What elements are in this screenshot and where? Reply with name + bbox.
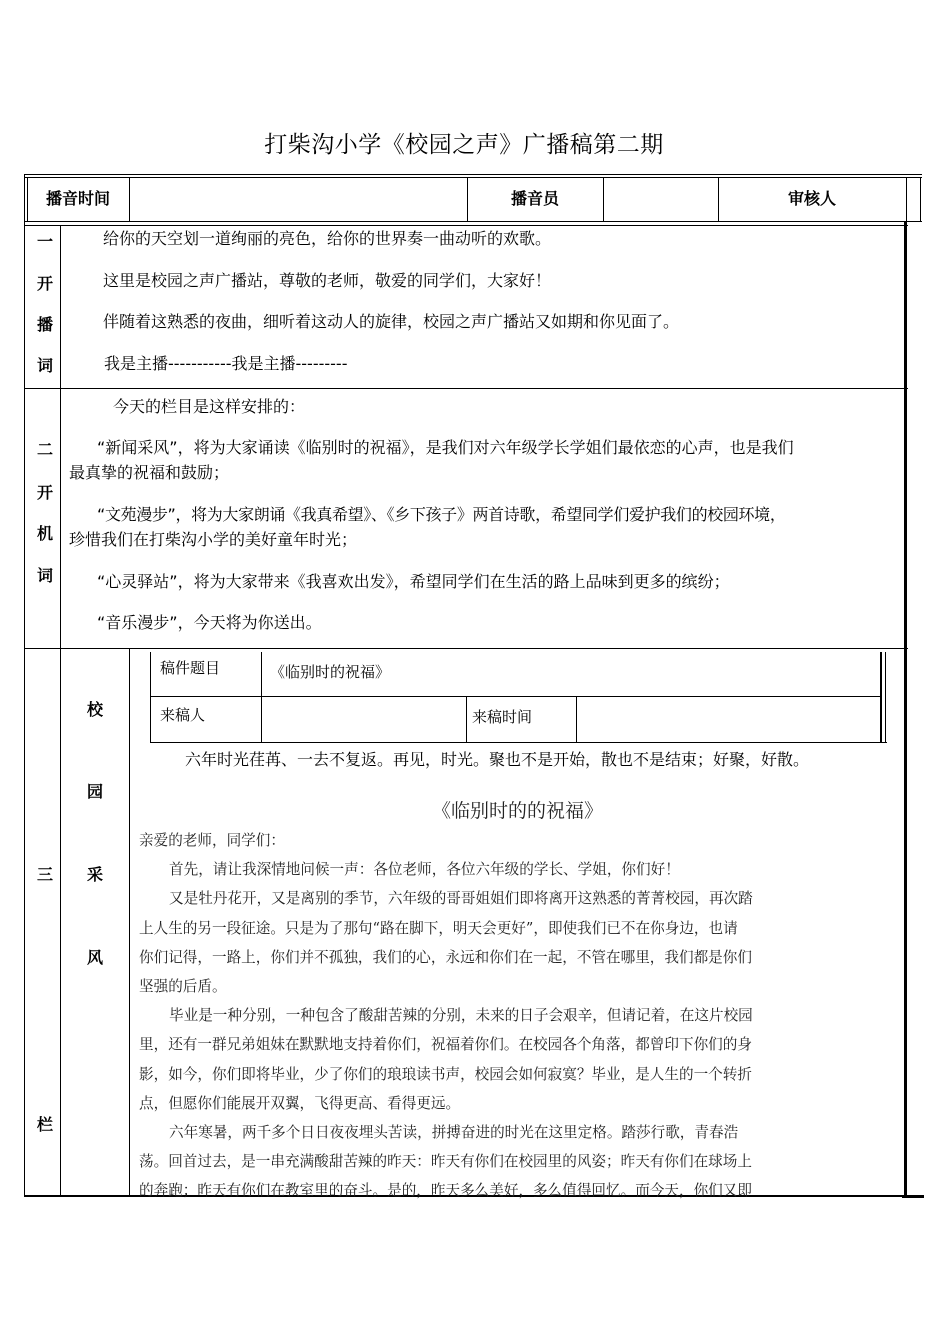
opening-line: 这里是校园之声广播站，尊敬的老师，敬爱的同学们，大家好！ — [103, 271, 552, 290]
article-line: 里，还有一群兄弟姐妹在默默地支持着你们，祝福着你们。在校园各个角落，都曾印下你们的身 — [139, 1036, 752, 1054]
column-label-char: 采 — [86, 865, 103, 884]
reviewer-label: 审核人 — [787, 189, 836, 208]
section3-label-char: 栏 — [36, 1115, 53, 1134]
contributor-label: 来稿人 — [160, 706, 206, 724]
article-line: 上人生的另一段征途。只是为了那句“路在脚下，明天会更好”，即使我们已不在你身边，也请 — [139, 919, 738, 937]
article-line: 荡。回首过去，是一串充满酸甜苦辣的昨天：昨天有你们在校园里的风姿；昨天有你们在球场上 — [139, 1153, 752, 1171]
column-label-char: 校 — [86, 700, 103, 719]
program-item-line: 珍惜我们在打柴沟小学的美好童年时光； — [69, 530, 358, 549]
article-line: 的奔跑；昨天有你们在教室里的奋斗。是的，昨天多么美好，多么值得回忆。而今天，你们又即 — [139, 1182, 752, 1200]
program-item-line: “心灵驿站”，将为大家带来《我喜欢出发》，希望同学们在生活的路上品味到更多的缤纷； — [97, 572, 730, 591]
opening-line: 我是主播-----------我是主播--------- — [104, 354, 348, 373]
submit-time-label: 来稿时间 — [472, 708, 533, 726]
program-item-line: “音乐漫步”，今天将为你送出。 — [97, 613, 322, 632]
section2-label-char: 机 — [36, 524, 53, 543]
article-title: 《临别时的的祝福》 — [431, 800, 603, 822]
article-line: 坚强的后盾。 — [139, 978, 227, 996]
opening-line: 给你的天空划一道绚丽的亮色，给你的世界奏一曲动听的欢歌。 — [103, 229, 552, 248]
column-label-char: 园 — [86, 782, 103, 801]
article-line: 毕业是一种分别，一种包含了酸甜苦辣的分别，未来的日子会艰辛，但请记着，在这片校园 — [169, 1007, 753, 1025]
article-summary: 六年时光荏苒、一去不复返。再见，时光。聚也不是开始，散也不是结束；好聚，好散。 — [185, 750, 810, 769]
announcer-label: 播音员 — [510, 189, 559, 208]
program-item-line: 最真挚的祝福和鼓励； — [69, 463, 230, 482]
section2-label-char: 二 — [36, 440, 53, 459]
article-line: 你们记得，一路上，你们并不孤独，我们的心，永远和你们在一起，不管在哪里，我们都是你们 — [139, 948, 752, 966]
program-item-line: “新闻采风”，将为大家诵读《临别时的祝福》，是我们对六年级学长学姐们最依恋的心声，也是我们 — [97, 438, 794, 457]
section2-label-char: 词 — [36, 566, 53, 585]
section2-label-char: 开 — [36, 483, 53, 502]
article-line: 亲爱的老师，同学们： — [139, 832, 285, 849]
article-line: 影，如今，你们即将毕业，少了你们的琅琅读书声，校园会如何寂寞？毕业，是人生的一个转折 — [139, 1065, 752, 1083]
article-body — [139, 826, 891, 1206]
article-line: 六年寒暑，两千多个日日夜夜埋头苦读，拼搏奋进的时光在这里定格。踏莎行歌，青春浩 — [169, 1124, 739, 1142]
page-title: 打柴沟小学《校园之声》广播稿第二期 — [264, 132, 664, 158]
section1-label-char: 一 — [36, 232, 53, 251]
section1-label-char: 播 — [36, 315, 53, 334]
article-line: 又是牡丹花开，又是离别的季节，六年级的哥哥姐姐们即将离开这熟悉的菁菁校园，再次踏 — [169, 890, 753, 908]
program-item-line: “文苑漫步”，将为大家朗诵《我真希望》、《乡下孩子》两首诗歌，希望同学们爱护我们的校园环境， — [97, 505, 786, 524]
article-line: 首先，请让我深情地问候一声：各位老师，各位六年级的学长、学姐，你们好！ — [169, 861, 680, 879]
manuscript-title-label: 稿件题目 — [160, 659, 221, 677]
article-line: 点，但愿你们能展开双翼，飞得更高、看得更远。 — [139, 1094, 461, 1112]
program-intro: 今天的栏目是这样安排的： — [113, 397, 306, 416]
broadcast-time-label: 播音时间 — [45, 189, 110, 208]
section1-label-char: 词 — [36, 356, 53, 375]
section1-label-char: 开 — [36, 274, 53, 293]
section3-label-char: 三 — [36, 865, 53, 884]
column-label-char: 风 — [86, 948, 103, 967]
opening-line: 伴随着这熟悉的夜曲，细听着这动人的旋律，校园之声广播站又如期和你见面了。 — [103, 312, 680, 331]
manuscript-title-value: 《临别时的祝福》 — [270, 663, 391, 681]
